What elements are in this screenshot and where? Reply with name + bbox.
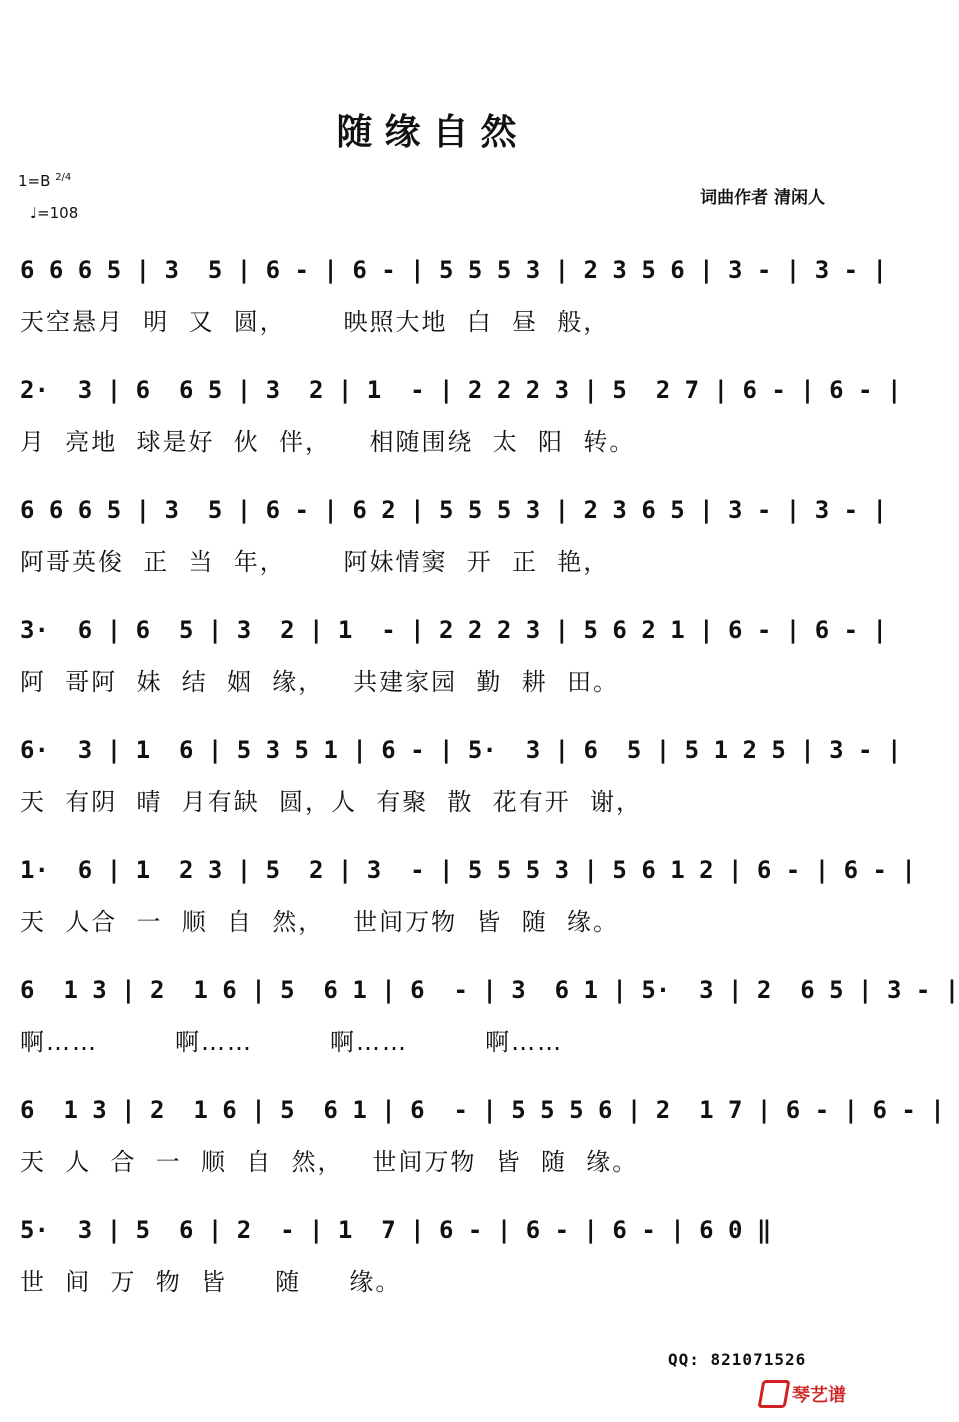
notation-line: 6 6 6 5 | 3 5 | 6 - | 6 2 | 5 5 5 3 | 2 3 6 5 | 3 - | 3 - | — [20, 496, 887, 524]
site-logo — [760, 1380, 846, 1408]
notation-line: 2· 3 | 6 6 5 | 3 2 | 1 - | 2 2 2 3 | 5 2 7 | 6 - | 6 - | — [20, 376, 902, 404]
key-text: 1=B — [18, 172, 51, 190]
notation-line: 6· 3 | 1 6 | 5 3 5 1 | 6 - | 5· 3 | 6 5 | 5 1 2 5 | 3 - | — [20, 736, 902, 764]
key-signature — [18, 172, 71, 190]
lyrics-line: 阿哥英俊 正 当 年， 阿妹情窦 开 正 艳， — [20, 548, 610, 576]
notation-line: 5· 3 | 5 6 | 2 - | 1 7 | 6 - | 6 - | 6 - | 6 0 ‖ — [20, 1216, 772, 1244]
lyrics-line: 天空悬月 明 又 圆， 映照大地 白 昼 般， — [20, 308, 610, 336]
lyrics-line: 啊…… 啊…… 啊…… 啊…… — [20, 1028, 564, 1056]
lyrics-line: 月 亮地 球是好 伙 伴， 相随围绕 太 阳 转。 — [20, 428, 636, 456]
logo-text: 琴艺谱 — [792, 1385, 846, 1406]
lyrics-line: 世 间 万 物 皆 随 缘。 — [20, 1268, 402, 1296]
notation-line: 6 1 3 | 2 1 6 | 5 6 1 | 6 - | 3 6 1 | 5· 3 | 2 6 5 | 3 - | — [20, 976, 959, 1004]
logo-icon — [758, 1380, 791, 1408]
notation-line: 6 6 6 5 | 3 5 | 6 - | 6 - | 5 5 5 3 | 2 3 5 6 | 3 - | 3 - | — [20, 256, 887, 284]
lyrics-line: 天 有阴 晴 月有缺 圆，人 有聚 散 花有开 谢， — [20, 788, 643, 816]
notation-line: 1· 6 | 1 2 3 | 5 2 | 3 - | 5 5 5 3 | 5 6 1 2 | 6 - | 6 - | — [20, 856, 916, 884]
lyrics-line: 阿 哥阿 妹 结 姻 缘， 共建家园 勤 耕 田。 — [20, 668, 619, 696]
notation-line: 6 1 3 | 2 1 6 | 5 6 1 | 6 - | 5 5 5 6 | 2 1 7 | 6 - | 6 - | — [20, 1096, 945, 1124]
notation-line: 3· 6 | 6 5 | 3 2 | 1 - | 2 2 2 3 | 5 6 2 1 | 6 - | 6 - | — [20, 616, 887, 644]
tempo-marking: ♩=108 — [30, 204, 79, 222]
time-signature: 2/4 — [55, 172, 72, 183]
qq-contact: QQ: 821071526 — [668, 1350, 807, 1369]
song-title: 随缘自然 — [336, 111, 529, 153]
lyrics-line: 天 人 合 一 顺 自 然， 世间万物 皆 随 缘。 — [20, 1148, 639, 1176]
lyrics-line: 天 人合 一 顺 自 然， 世间万物 皆 随 缘。 — [20, 908, 619, 936]
composer-credit: 词曲作者 清闲人 — [700, 188, 825, 208]
